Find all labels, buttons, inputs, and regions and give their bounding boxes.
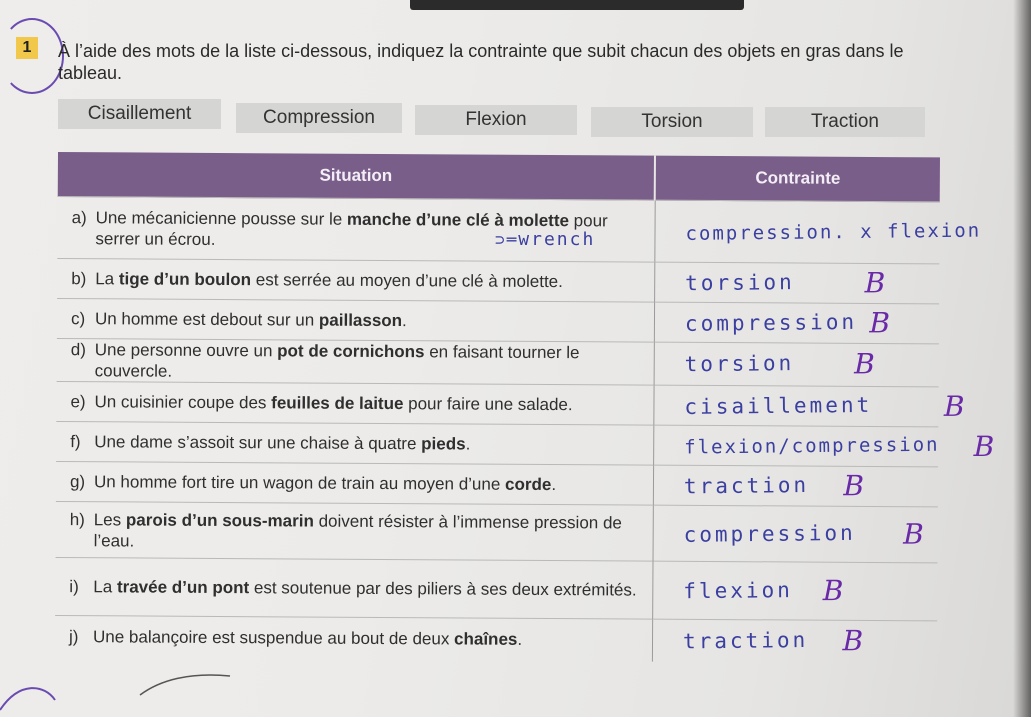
- bold-object: manche d’une clé à molette: [346, 209, 570, 230]
- situation-text: Une mécanicienne pousse sur le manche d’une clé à molette pour serrer un écrou.: [95, 207, 608, 249]
- teacher-check-mark: B: [842, 624, 864, 658]
- row-letter: d): [70, 340, 86, 360]
- situation-text: Un cuisinier coupe des feuilles de laitue pour faire une salade.: [94, 392, 573, 415]
- teacher-check-mark: B: [903, 517, 924, 551]
- row-letter: e): [70, 392, 86, 412]
- page-shadow-edge: [1013, 0, 1031, 717]
- situation-text: Une balançoire est suspendue au bout de deux chaînes.: [92, 627, 523, 650]
- bold-object: tige d’un boulon: [118, 269, 252, 290]
- handwritten-wrench-note: ⊃═wrench: [495, 229, 596, 250]
- bold-object: parois d’un sous-marin: [125, 509, 314, 531]
- bold-object: chaînes: [454, 629, 518, 650]
- handwritten-answer: compression: [683, 520, 856, 547]
- row-letter: c): [70, 309, 86, 329]
- word-chip-torsion: Torsion: [591, 107, 753, 137]
- bold-object: feuilles de laitue: [271, 393, 404, 414]
- word-chip-traction: Traction: [765, 107, 925, 137]
- handwritten-answer: flexion/compression: [683, 433, 940, 459]
- row-letter: a): [71, 207, 87, 227]
- teacher-check-mark: B: [843, 468, 865, 502]
- situation-text: Un homme est debout sur un paillasson.: [94, 309, 407, 331]
- row-letter: b): [71, 269, 87, 289]
- row-letter: j): [68, 627, 79, 647]
- row-letter: h): [69, 509, 85, 529]
- bold-object: corde: [504, 474, 552, 495]
- bold-object: travée d’un pont: [116, 577, 250, 598]
- situation-text: Les parois d’un sous-marin doivent résister à l’immense pression de l’eau.: [93, 509, 622, 550]
- bold-object: pot de cornichons: [277, 341, 425, 362]
- bold-object: pieds: [421, 434, 466, 454]
- teacher-check-mark: B: [864, 265, 886, 300]
- handwritten-answer: compression: [684, 309, 857, 336]
- word-chip-compression: Compression: [236, 103, 402, 133]
- handwritten-answer: torsion: [684, 269, 795, 295]
- situation-text: La tige d’un boulon est serrée au moyen d’une clé à molette.: [95, 269, 563, 292]
- handwritten-answer: compression. x flexion: [684, 219, 981, 245]
- situation-text: Une personne ouvre un pot de cornichons en faisant tourner le couvercle.: [94, 340, 580, 381]
- situation-text: Une dame s’assoit sur une chaise à quatre pieds.: [94, 432, 471, 454]
- question-instruction: À l’aide des mots de la liste ci-dessous, indiquez la contrainte que subit chacun des objets en gras dans le tableau.: [58, 41, 904, 83]
- situation-text: Un homme fort tire un wagon de train au moyen d’une corde.: [93, 472, 557, 495]
- teacher-check-mark: B: [943, 389, 965, 423]
- teacher-check-mark: B: [869, 305, 891, 340]
- teacher-check-mark: B: [973, 429, 995, 463]
- row-letter: i): [69, 577, 79, 597]
- row-letter: f): [70, 432, 81, 452]
- situation-text: La travée d’un pont est soutenue par des piliers à ses deux extrémités.: [93, 577, 637, 600]
- handwritten-answer: cisaillement: [683, 392, 872, 419]
- question-number-badge: 1: [16, 37, 38, 59]
- handwritten-answer: flexion: [682, 577, 793, 603]
- handwritten-answer: torsion: [684, 351, 794, 377]
- handwritten-answer: traction: [683, 472, 809, 498]
- header-situation: Situation: [58, 152, 655, 200]
- word-chip-flexion: Flexion: [415, 105, 577, 135]
- teacher-check-mark: B: [854, 347, 875, 381]
- row-letter: g): [69, 472, 86, 492]
- teacher-check-mark: B: [822, 573, 844, 607]
- bold-object: paillasson: [318, 310, 403, 331]
- word-chip-cisaillement: Cisaillement: [58, 99, 221, 129]
- handwritten-answer: traction: [682, 627, 808, 654]
- header-contrainte: Contrainte: [655, 156, 940, 202]
